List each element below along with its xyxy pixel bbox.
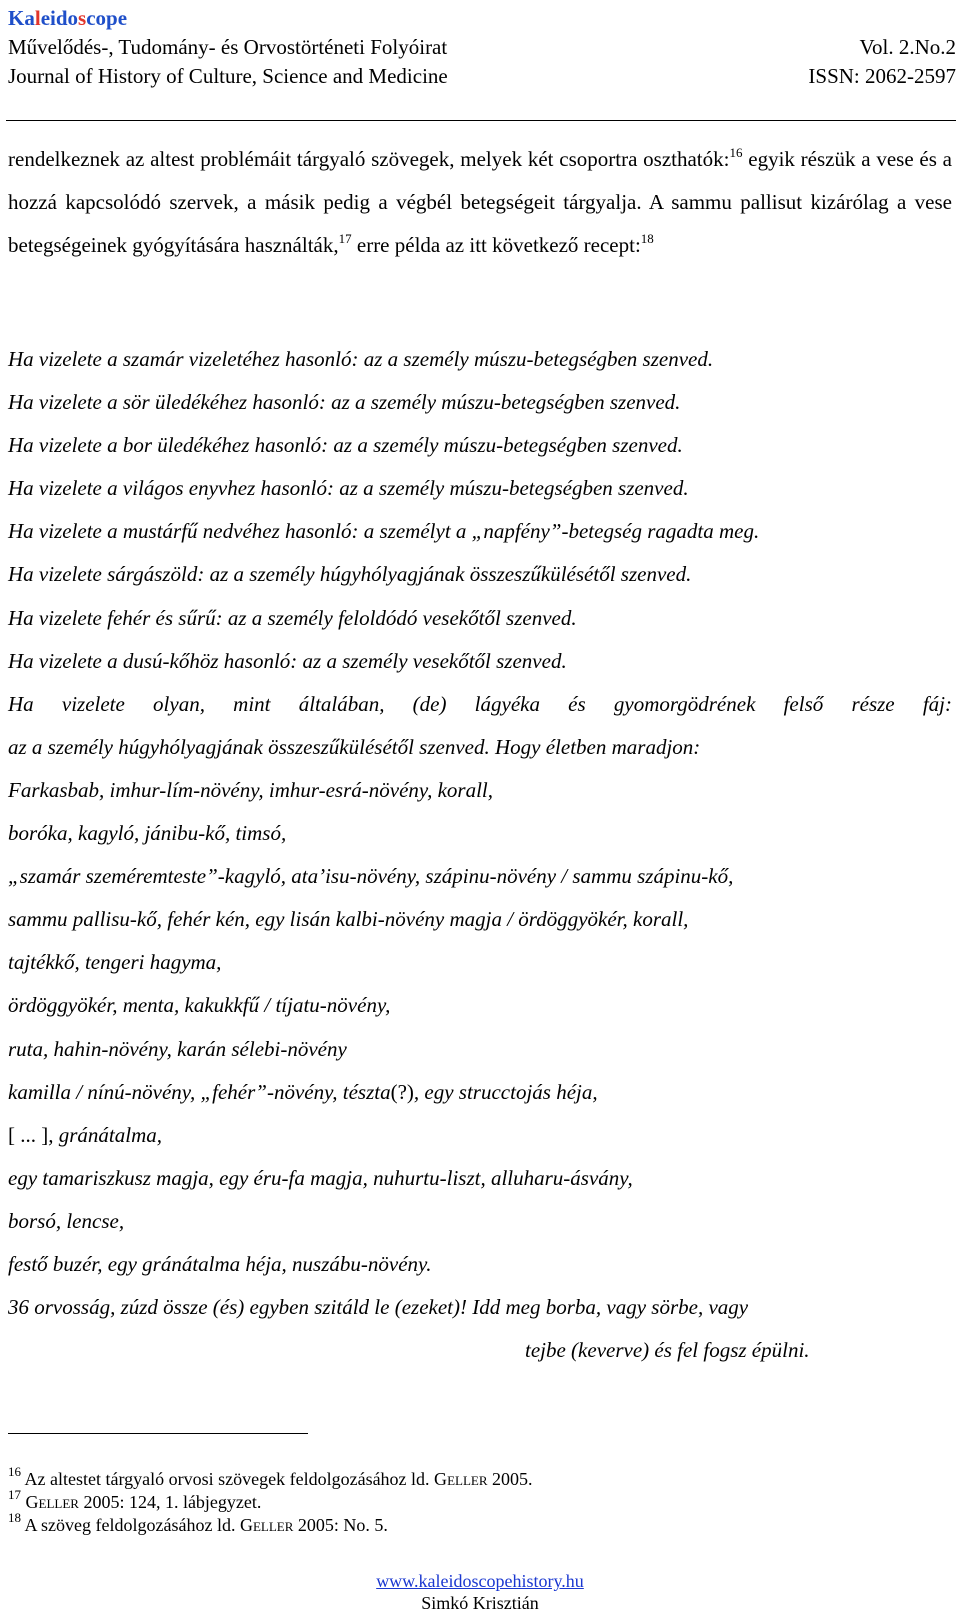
recipe-line: Ha vizelete a mustárfű nedvéhez hasonló: a személyt a „napfény”-betegség ragadta meg.	[8, 519, 760, 544]
footnote-ref[interactable]: 18	[640, 231, 654, 246]
logo-part: cope	[86, 6, 128, 30]
recipe-line: boróka, kagyló, jánibu-kő, timsó,	[8, 821, 287, 846]
page-header	[8, 4, 956, 91]
journal-logo	[8, 4, 956, 33]
recipe-line: Ha vizelete sárgászöld: az a személy húgyhólyagjának összeszűkülésétől szenved.	[8, 562, 692, 587]
recipe-line: Ha vizelete a szamár vizeletéhez hasonló: az a személy múszu-betegségben szenved.	[8, 347, 714, 371]
author-name: Simkó Krisztián	[421, 1593, 539, 1613]
recipe-line: Ha vizelete a bor üledékéhez hasonló: az a személy múszu-betegségben szenved.	[8, 433, 683, 458]
recipe-line: ördöggyökér, menta, kakukkfű / tíjatu-növény,	[8, 993, 391, 1018]
header-divider	[6, 120, 956, 121]
footnote	[8, 1464, 533, 1491]
recipe-line: borsó, lencse,	[8, 1208, 125, 1233]
recipe-text-part: , gránátalma,	[48, 1122, 163, 1147]
footnotes	[8, 1464, 533, 1537]
recipe-line: az a személy húgyhólyagjának összeszűkülésétől szenved. Hogy életben maradjon:	[8, 734, 701, 759]
recipe-line: Ha vizelete fehér és sűrű: az a személy feloldódó vesekőtől szenved.	[8, 605, 577, 630]
intro-paragraph	[8, 138, 952, 267]
volume-label: Vol. 2.No.2	[859, 35, 956, 59]
footnote-text: 2005.	[487, 1469, 533, 1489]
website-link[interactable]: www.kaleidoscopehistory.hu	[376, 1571, 584, 1591]
recipe-line	[8, 1114, 952, 1157]
logo-part: l	[34, 6, 41, 30]
recipe-line: sammu pallisu-kő, fehér kén, egy lisán kalbi-növény magja / ördöggyökér, korall,	[8, 907, 689, 932]
recipe-text-part: kamilla / nínú-növény, „fehér”-növény, tészta	[8, 1079, 391, 1104]
recipe-line	[8, 1071, 952, 1114]
footnote-ref[interactable]: 16	[729, 145, 743, 160]
journal-title-hu: Művelődés-, Tudomány- és Orvostörténeti Folyóirat	[8, 35, 448, 59]
journal-title-en: Journal of History of Culture, Science and Medicine	[8, 64, 448, 88]
footnote-number: 17	[8, 1487, 21, 1502]
issn-label: ISSN: 2062-2597	[808, 64, 956, 88]
uncertain-mark: (?)	[390, 1079, 414, 1104]
footnote-text: Az altestet tárgyaló orvosi szövegek feldolgozásához ld. G	[24, 1469, 448, 1489]
logo-part: Ka	[8, 6, 35, 30]
logo-part: eido	[40, 6, 79, 30]
footnote-text: G	[25, 1492, 39, 1512]
recipe-line: festő buzér, egy gránátalma héja, nuszábu-növény.	[8, 1251, 432, 1276]
footnote-number: 16	[8, 1464, 21, 1479]
recipe-line: Ha vizelete olyan, mint általában, (de) lágyéka és gyomorgödrének felső része fáj:	[8, 691, 952, 716]
intro-text: egyik részük a vese és a hozzá kapcsolódó szervek, a másik pedig a végbél betegségeit tárgyalja. A sammu pallisut kizárólag a vese betegségeinek gyógyítására használták,	[8, 147, 952, 257]
page-footer	[0, 1570, 960, 1614]
footnote-text: A szöveg feldolgozásához ld. G	[24, 1515, 253, 1535]
recipe-line: Farkasbab, imhur-lím-növény, imhur-esrá-növény, korall,	[8, 777, 493, 802]
intro-text: rendelkeznek az altest problémáit tárgyaló szövegek, melyek két csoportra oszthatók:	[8, 147, 730, 171]
recipe-line: tejbe (keverve) és fel fogsz épülni.	[525, 1338, 810, 1363]
footnote-ref[interactable]: 17	[338, 231, 352, 246]
footnote-text: 2005: 124, 1. lábjegyzet.	[78, 1492, 262, 1512]
recipe-line: ruta, hahin-növény, karán sélebi-növény	[8, 1036, 347, 1061]
footnote-divider	[8, 1433, 308, 1434]
recipe-line: tajtékkő, tengeri hagyma,	[8, 950, 222, 975]
footnote	[8, 1510, 533, 1537]
recipe-line: Ha vizelete a világos enyvhez hasonló: az a személy múszu-betegségben szenved.	[8, 476, 689, 501]
footnote-text: 2005: No. 5.	[293, 1515, 388, 1535]
recipe-line: Ha vizelete a sör üledékéhez hasonló: az a személy múszu-betegségben szenved.	[8, 390, 681, 415]
recipe-text	[8, 338, 952, 1372]
footnote-author: eller	[38, 1492, 79, 1512]
recipe-line: „szamár szeméremteste”-kagyló, ata’isu-növény, szápinu-növény / sammu szápinu-kő,	[8, 864, 734, 889]
recipe-line: egy tamariszkusz magja, egy éru-fa magja, nuhurtu-liszt, alluharu-ásvány,	[8, 1165, 633, 1190]
logo-part: s	[78, 6, 87, 30]
recipe-line: 36 orvosság, zúzd össze (és) egyben szitáld le (ezeket)! Idd meg borba, vagy sörbe, vagy	[8, 1295, 749, 1320]
footnote-author: eller	[252, 1515, 294, 1535]
footnote-number: 18	[8, 1510, 21, 1525]
footnote-author: eller	[447, 1469, 488, 1489]
recipe-line: Ha vizelete a dusú-kőhöz hasonló: az a személy vesekőtől szenved.	[8, 648, 567, 673]
recipe-text-part: , egy strucctojás héja,	[413, 1079, 598, 1104]
footnote	[8, 1487, 533, 1514]
lacuna-mark: [ ... ]	[8, 1122, 49, 1147]
intro-text: erre példa az itt következő recept:	[351, 233, 641, 257]
